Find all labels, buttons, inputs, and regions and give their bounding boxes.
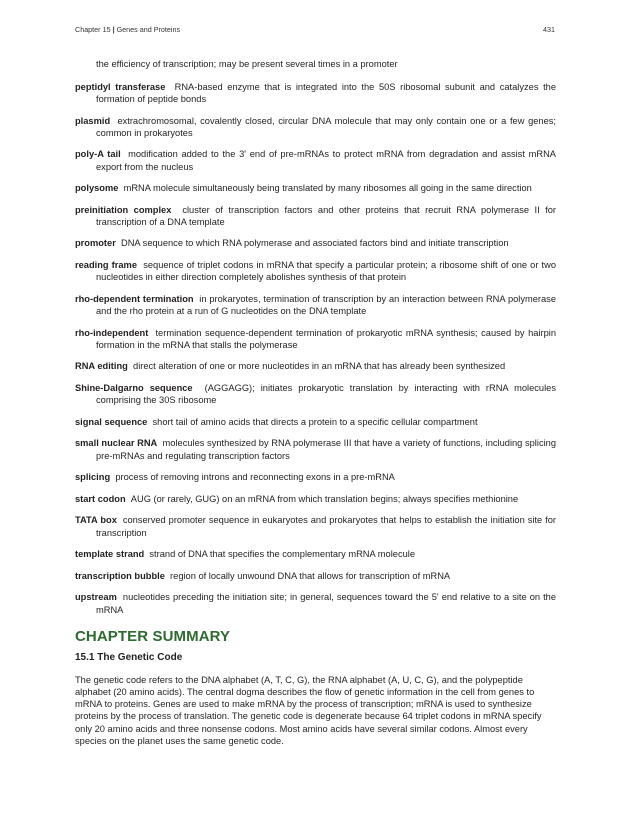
glossary-term: Shine-Dalgarno sequence bbox=[75, 383, 193, 394]
glossary-entry bbox=[75, 81, 556, 105]
glossary-definition: process of removing introns and reconnecting exons in a pre-mRNA bbox=[115, 472, 395, 483]
glossary-entry bbox=[75, 570, 556, 582]
glossary-definition: mRNA molecule simultaneously being translated by many ribosomes all going in the same direction bbox=[123, 183, 532, 194]
glossary-entry bbox=[75, 115, 556, 139]
glossary-entry bbox=[75, 204, 556, 228]
glossary-term: preinitiation complex bbox=[75, 204, 172, 215]
chapter-number: Chapter 15 bbox=[75, 25, 111, 34]
chapter-title: Genes and Proteins bbox=[116, 25, 181, 34]
glossary-definition: cluster of transcription factors and other proteins that recruit RNA polymerase II for transcription of a DNA template bbox=[96, 204, 556, 227]
glossary-definition: nucleotides preceding the initiation site; in general, sequences toward the 5' end relative to a site on the mRNA bbox=[96, 592, 557, 615]
glossary-term: plasmid bbox=[75, 115, 111, 126]
header-separator: | bbox=[112, 25, 115, 34]
page-number: 431 bbox=[543, 25, 555, 34]
glossary-definition: modification added to the 3' end of pre-mRNAs to protect mRNA from degradation and assist mRNA export from the nucleus bbox=[96, 149, 556, 172]
glossary-entry bbox=[75, 493, 556, 505]
glossary-term: small nuclear RNA bbox=[75, 438, 158, 449]
glossary-term: template strand bbox=[75, 549, 145, 560]
section-heading: 15.1 The Genetic Code bbox=[75, 651, 183, 663]
glossary-definition: DNA sequence to which RNA polymerase and associated factors bind and initiate transcription bbox=[120, 238, 509, 249]
glossary-entry bbox=[75, 148, 556, 172]
glossary-entry bbox=[75, 591, 556, 615]
glossary-term: rho-independent bbox=[75, 327, 149, 338]
glossary-term: rho-dependent termination bbox=[75, 293, 194, 304]
glossary-entry bbox=[75, 437, 556, 461]
glossary-definition: (AGGAGG); initiates prokaryotic translation by interacting with rRNA molecules comprising the 30S ribosome bbox=[96, 383, 556, 406]
glossary-entry bbox=[75, 471, 556, 483]
glossary-entry bbox=[75, 237, 556, 249]
glossary-term: transcription bubble bbox=[75, 570, 165, 581]
glossary-entry bbox=[75, 382, 556, 406]
glossary-term: upstream bbox=[75, 592, 117, 603]
glossary-definition: molecules synthesized by RNA polymerase III that have a variety of functions, including splicing pre-mRNAs and regulating transcription factors bbox=[96, 438, 556, 461]
glossary-definition: RNA-based enzyme that is integrated into the 50S ribosomal subunit and catalyzes the formation of peptide bonds bbox=[96, 81, 556, 104]
glossary-term: poly-A tail bbox=[75, 149, 121, 160]
summary-paragraph: The genetic code refers to the DNA alphabet (A, T, C, G), the RNA alphabet (A, U, C, G), and the polypeptide alphabet (20 amino acids). The central dogma describes the flow of genetic information in the cell from genes to mRNA to proteins. Genes are used to make mRNA by the process of transcription; mRNA is used to synthesize proteins by the process of translation. The genetic code is degenerate because 64 triplet codons in mRNA specify only 20 amino acids and three nonsense codons. Most amino acids have several similar codons. Almost every species on the planet uses the same genetic code. bbox=[75, 674, 542, 746]
glossary-definition: sequence of triplet codons in mRNA that specify a particular protein; a ribosome shift of one or two nucleotides in either direction completely abolishes synthesis of that protein bbox=[96, 260, 557, 283]
glossary-entry bbox=[75, 548, 556, 560]
glossary-entry bbox=[75, 416, 556, 428]
glossary-term: polysome bbox=[75, 183, 119, 194]
glossary-entry bbox=[75, 327, 556, 351]
glossary-list bbox=[75, 81, 556, 616]
glossary-definition: conserved promoter sequence in eukaryotes and prokaryotes that helps to establish the initiation site for transcription bbox=[96, 515, 557, 538]
glossary-entry bbox=[75, 182, 556, 194]
glossary-entry bbox=[75, 293, 556, 317]
glossary-term: TATA box bbox=[75, 515, 117, 526]
glossary-term: peptidyl transferase bbox=[75, 81, 166, 92]
glossary-definition: strand of DNA that specifies the complementary mRNA molecule bbox=[149, 549, 415, 560]
glossary-definition: AUG (or rarely, GUG) on an mRNA from which translation begins; always specifies methionine bbox=[130, 493, 519, 504]
continuation-text: the efficiency of transcription; may be present several times in a promoter bbox=[96, 59, 398, 69]
glossary-definition: termination sequence-dependent termination of prokaryotic mRNA synthesis; caused by hairpin formation in the mRNA that stalls the polymerase bbox=[96, 327, 556, 350]
page-content bbox=[75, 58, 556, 747]
glossary-term: signal sequence bbox=[75, 416, 148, 427]
glossary-entry bbox=[75, 259, 556, 283]
running-header bbox=[75, 25, 555, 34]
glossary-definition: in prokaryotes, termination of transcription by an interaction between RNA polymerase and the rho protein at a run of G nucleotides on the DNA template bbox=[96, 293, 556, 317]
glossary-definition: extrachromosomal, covalently closed, circular DNA molecule that may only contain one or a few genes; common in prokaryotes bbox=[96, 115, 556, 138]
chapter-label bbox=[75, 25, 180, 34]
glossary-term: reading frame bbox=[75, 260, 137, 271]
glossary-term: start codon bbox=[75, 493, 126, 504]
glossary-entry bbox=[75, 514, 556, 538]
glossary-entry bbox=[75, 360, 556, 372]
glossary-term: splicing bbox=[75, 472, 111, 483]
glossary-definition: region of locally unwound DNA that allows for transcription of mRNA bbox=[170, 570, 451, 581]
glossary-continuation bbox=[75, 58, 556, 70]
glossary-definition: direct alteration of one or more nucleotides in an mRNA that has already been synthesized bbox=[133, 361, 506, 372]
glossary-term: RNA editing bbox=[75, 361, 128, 372]
glossary-term: promoter bbox=[75, 238, 116, 249]
chapter-summary-heading: CHAPTER SUMMARY bbox=[75, 627, 231, 645]
glossary-definition: short tail of amino acids that directs a protein to a specific cellular compartment bbox=[152, 416, 478, 427]
